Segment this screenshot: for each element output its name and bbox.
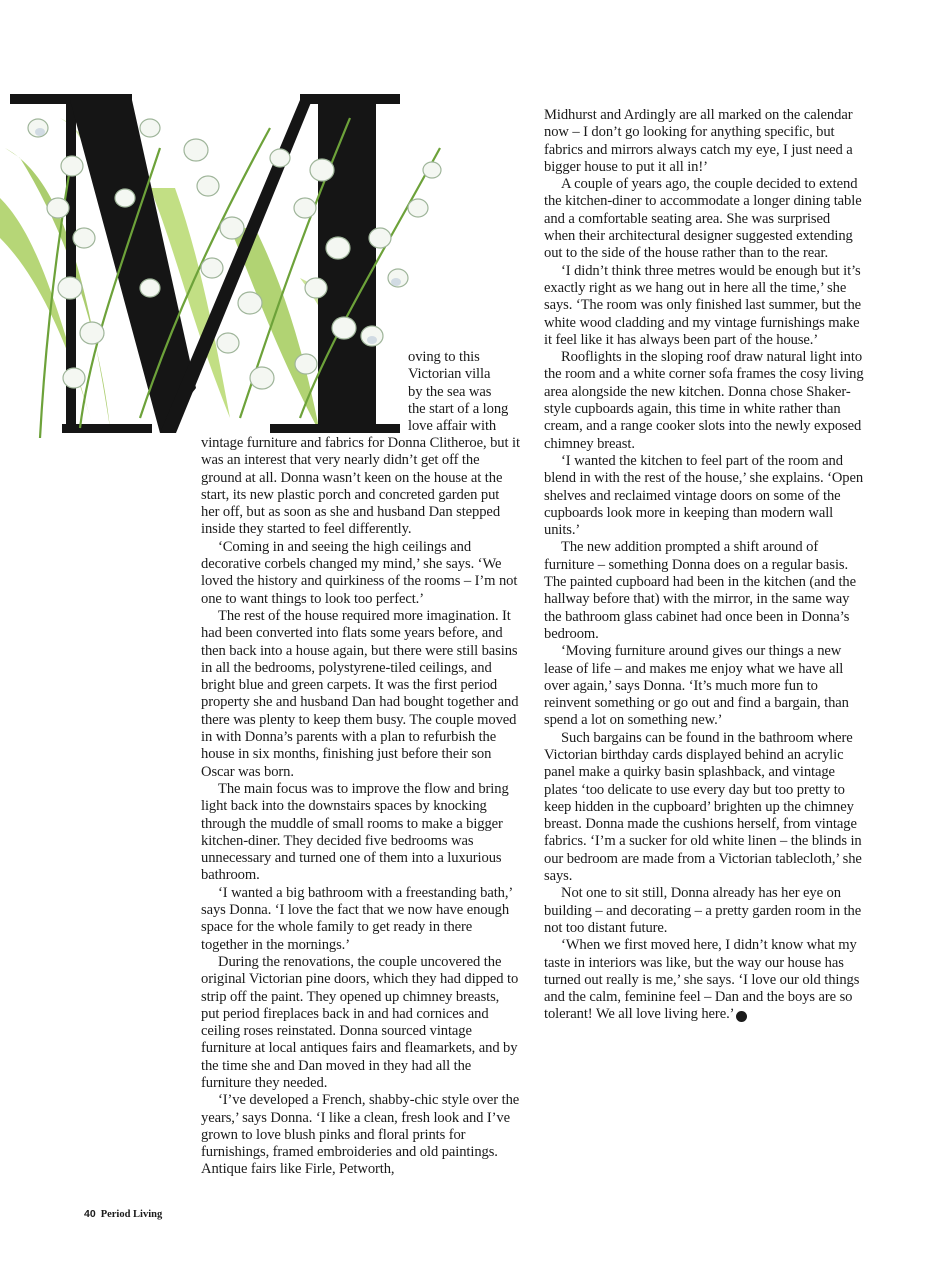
magazine-name: Period Living	[100, 1209, 163, 1220]
article-column-2	[544, 107, 864, 1024]
intro-line: by the sea was	[408, 383, 492, 400]
paragraph: ‘Coming in and seeing the high ceilings and decorative corbels changed my mind,’ she says. ‘We loved the history and quirkiness of the rooms – I’m not one to want things to look too perfect.’	[201, 538, 518, 607]
paragraph: The main focus was to improve the flow and bring light back into the downstairs spaces by knocking through the muddle of small rooms to make a bigger kitchen-diner. They decided five bedrooms was unnecessary and turned one of them into a luxurious bathroom.	[201, 780, 509, 884]
article-column-1	[201, 435, 520, 1179]
paragraph: During the renovations, the couple uncovered the original Victorian pine doors, which they had dipped to strip off the paint. They opened up chimney breasts, put period fireplaces back in and had cornices and ceiling roses reinstated. Donna sourced vintage furniture at local antiques fairs and fleamarkets, and by the time she and Dan moved in they had all the furniture they needed.	[201, 953, 519, 1091]
paragraph-text: ‘When we first moved here, I didn’t know what my taste in interiors was like, but the way our house has turned out really is me,’ she says. ‘I love our old things and the calm, feminine feel – Dan and the boys are so tolerant! We all love living here.’	[544, 937, 860, 1023]
page-number: 40	[84, 1208, 96, 1220]
intro-lines	[408, 349, 528, 435]
paragraph-last	[544, 937, 864, 1023]
paragraph: ‘I wanted the kitchen to feel part of the room and blend in with the rest of the house,’ she explains. ‘Open shelves and reclaimed vintage doors on some of the cupboards look more in keeping than modern wall units.’	[544, 452, 864, 539]
paragraph: vintage furniture and fabrics for Donna Clitheroe, but it was an interest that very nearly didn’t get off the ground at all. Donna wasn’t keen on the house at the start, its new plastic porch and concreted garden put her off, but as soon as she and husband Dan stepped inside they started to feel differently.	[201, 435, 520, 538]
intro-line: the start of a long	[408, 400, 509, 417]
paragraph: Rooflights in the sloping roof draw natural light into the room and a white corner sofa frames the cosy living area alongside the new kitchen. Donna chose Shaker-style cupboards again, this time in white rather than cream, and a range cooker slots into the newly exposed chimney breast.	[544, 349, 864, 452]
paragraph: A couple of years ago, the couple decided to extend the kitchen-diner to accommodate a longer dining table and a comfortable seating area. She was surprised when their architectural designer suggested extending out to the side of the house rather than to the rear.	[544, 176, 862, 262]
paragraph: The rest of the house required more imagination. It had been converted into flats some years before, and then back into a house again, but there were still basins in all the bedrooms, polystyrene-tiled ceilings, and bright blue and green carpets. It was the first period property she and husband Dan had bought together and there was plenty to keep them busy. The couple moved in with Donna’s parents with a plan to refurbish the house in six months, finishing just before their son Oscar was born.	[201, 607, 519, 780]
intro-line: oving to this	[408, 349, 480, 365]
intro-line: love affair with	[408, 418, 497, 435]
paragraph: Midhurst and Ardingly are all marked on the calendar now – I don’t go looking for anything specific, but fabrics and mirrors always catch my eye, I just need a bigger house to put it all in!’	[544, 107, 853, 175]
paragraph: The new addition prompted a shift around of furniture – something Donna does on a regular basis. The painted cupboard had been in the kitchen (and the hallway before that) with the mirror, in the same way the bathroom glass cabinet had once been in Donna’s bedroom.	[544, 539, 856, 642]
paragraph: ‘Moving furniture around gives our things a new lease of life – and makes me enjoy what we have all over again,’ says Donna. ‘It’s much more fun to reinvent something or go out and find a bargain, than spend a lot on something new.’	[544, 643, 849, 729]
dropcap-illustration	[0, 88, 470, 448]
paragraph: Not one to sit still, Donna already has her eye on building – and decorating – a pretty garden room in the not too distant future.	[544, 885, 862, 936]
end-of-article-icon: PL	[736, 1011, 747, 1022]
paragraph: ‘I didn’t think three metres would be enough but it’s exactly right as we hang out in here all the time,’ she says. ‘The room was only finished last summer, but the white wood cladding and my vintage furnishings make it feel like it has always been part of the house.’	[544, 262, 862, 348]
paragraph: ‘I’ve developed a French, shabby-chic style over the years,’ says Donna. ‘I like a clean, fresh look and I’ve grown to love blush pinks and floral prints for furnishings, framed embroideries and old paintings. Antique fairs like Firle, Petworth,	[201, 1092, 520, 1178]
paragraph: Such bargains can be found in the bathroom where Victorian birthday cards displayed behind an acrylic panel make a quirky basin splashback, and vintage plates ‘too delicate to use every day but too pretty to keep hidden in the cupboard’ brighten up the chimney breast. Donna made the cushions herself, from vintage fabrics. ‘I’m a sucker for old white linen – the blinds in our bedroom are made from a Victorian tablecloth,’ she says.	[544, 729, 862, 885]
paragraph: ‘I wanted a big bathroom with a freestanding bath,’ says Donna. ‘I love the fact that we now have enough space for the whole family to get ready in there together in the mornings.’	[201, 884, 513, 953]
intro-line: Victorian villa	[408, 366, 491, 383]
lily-of-the-valley-m-artwork	[0, 88, 470, 448]
folio	[84, 1208, 162, 1220]
